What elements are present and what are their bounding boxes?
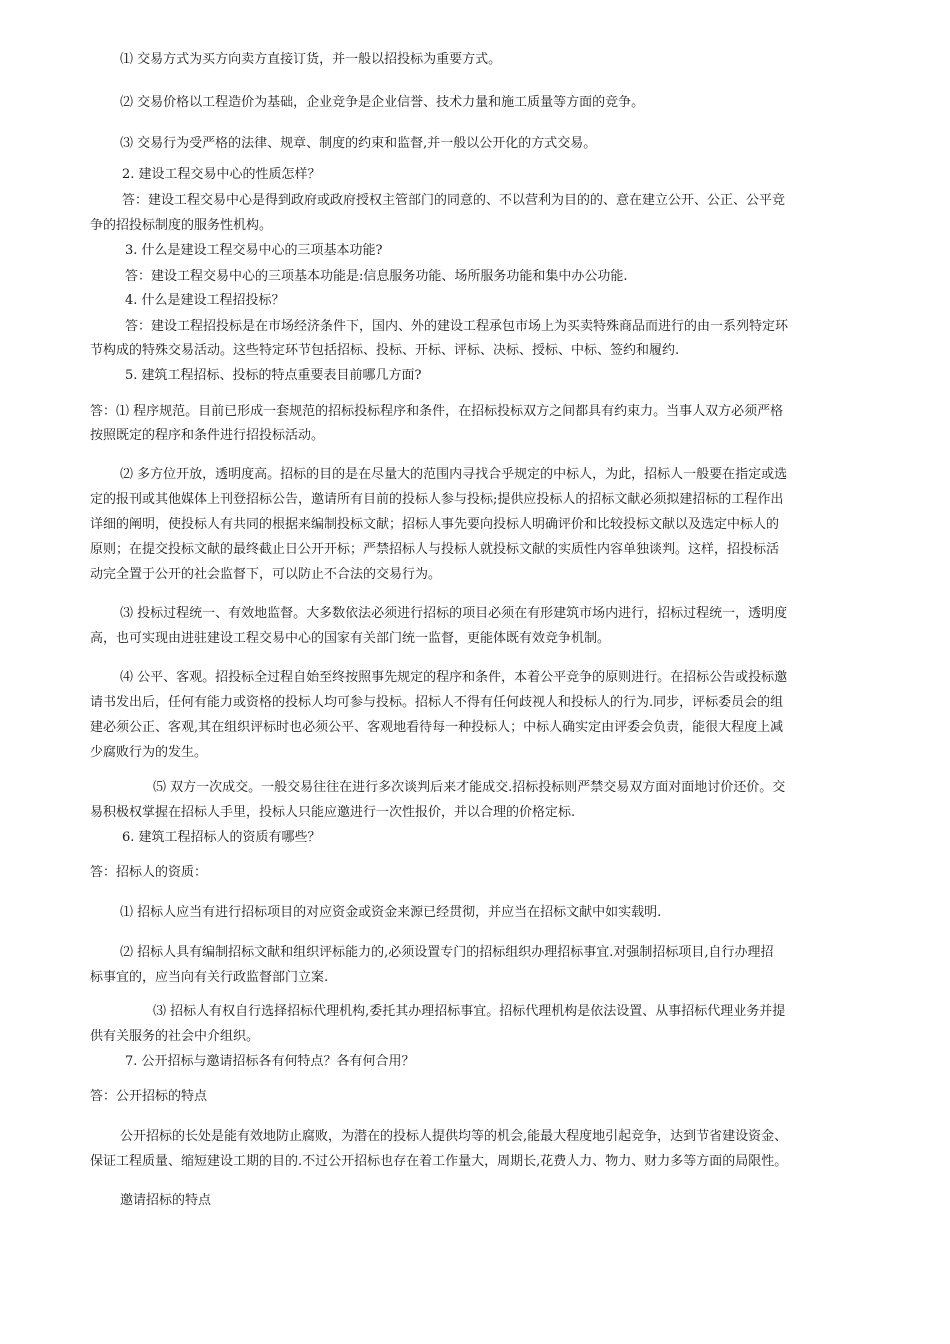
text-line: 请书发出后，任何有能力或资格的投标人均可参与投标。招标人不得有任何歧视人和投标人的行为.同步，评标委员会的组 [90,695,784,710]
text-line: 易积极权掌握在招标人手里，投标人只能应邀进行一次性报价，并以合理的价格定标. [90,805,576,820]
text-line: 标事宜的，应当向有关行政监督部门立案. [90,970,329,985]
text-line: 定的报刊或其他媒体上刊登招标公告，邀请所有目前的投标人参与投标;提供应投标人的招标文献必须拟建招标的工程作出 [90,492,784,507]
question-heading: 6. 建筑工程招标人的资质有哪些？ [122,830,321,845]
text-line: 少腐败行为的发生。 [90,745,208,760]
question-heading: 7. 公开招标与邀请招标各有何特点？各有何合用？ [125,1054,415,1069]
text-line: 建必须公正、客观,其在组织评标时也必须公平、客观地看待每一种投标人；中标人确实定由评委会负责，能很大程度上减 [90,720,784,735]
text-line: ⑶ 招标人有权自行选择招标代理机构,委托其办理招标事宜。招标代理机构是依法设置、从事招标代理业务并提 [153,1004,786,1019]
text-line: ⑴ 交易方式为买方向卖方直接订货，并一般以招投标为重要方式。 [120,52,502,67]
text-line: 按照既定的程序和条件进行招投标活动。 [90,428,325,443]
text-line: 动完全置于公开的社会监督下，可以防止不合法的交易行为。 [90,567,442,582]
question-heading: 4. 什么是建设工程招投标？ [125,293,285,308]
text-line: 原则；在提交投标文献的最终截止日公开开标；严禁招标人与投标人就投标文献的实质性内容单独谈判。这样，招投标活 [90,542,780,557]
question-heading: 5. 建筑工程招标、投标的特点重要表目前哪几方面? [125,368,422,383]
text-line: 争的招投标制度的服务性机构。 [90,218,273,233]
text-line: 答：⑴ 程序规范。目前已形成一套规范的招标投标程序和条件，在招标投标双方之间都具有约束力。当事人双方必须严格 [90,404,784,419]
text-line: 答：公开招标的特点 [90,1089,208,1104]
text-line: 公开招标的长处是能有效地防止腐败，为潜在的投标人提供均等的机会,能最大程度地引起竞争，达到节省建设资金、 [120,1129,788,1144]
question-heading: 3. 什么是建设工程交易中心的三项基本功能? [125,243,383,258]
text-line: ⑸ 双方一次成交。一般交易往往在进行多次谈判后来才能成交.招标投标则严禁交易双方面对面地讨价还价。交 [153,780,786,795]
question-heading: 2. 建设工程交易中心的性质怎样？ [122,167,321,182]
text-line: ⑶ 投标过程统一、有效地监督。大多数依法必须进行招标的项目必须在有形建筑市场内进行，招标过程统一，透明度 [120,606,788,621]
text-line: ⑵ 多方位开放，透明度高。招标的目的是在尽量大的范围内寻找合乎规定的中标人，为此，招标人一般要在指定或选 [120,467,788,482]
text-line: 详细的阐明，使投标人有共同的根据来编制投标文献；招标人事先要向投标人明确评价和比较投标文献以及选定中标人的 [90,517,780,532]
text-line: 答：招标人的资质： [90,865,208,880]
text-line: 高，也可实现由进驻建设工程交易中心的国家有关部门统一监督，更能体既有效竞争机制。 [90,631,611,646]
text-line: ⑵ 招标人具有编制招标文献和组织评标能力的,必须设置专门的招标组织办理招标事宜.对强制招标项目,自行办理招 [120,945,774,960]
text-line: 保证工程质量、缩短建设工期的目的.不过公开招标也存在着工作量大，周期长,花费人力、物力、财力多等方面的局限性。 [90,1154,788,1169]
text-line: 邀请招标的特点 [120,1193,212,1208]
text-line: 答：建设工程招投标是在市场经济条件下，国内、外的建设工程承包市场上为买卖特殊商品而进行的由一系列特定环 [125,319,789,334]
text-line: 供有关服务的社会中介组织。 [90,1029,260,1044]
text-line: 答：建设工程交易中心的三项基本功能是:信息服务功能、场所服务功能和集中办公功能. [125,269,628,284]
text-line: 节构成的特殊交易活动。这些特定环节包括招标、投标、开标、评标、决标、授标、中标、签约和履约. [90,343,680,358]
text-line: ⑶ 交易行为受严格的法律、规章、制度的约束和监督,并一般以公开化的方式交易。 [120,136,597,151]
text-line: ⑷ 公平、客观。招投标全过程自始至终按照事先规定的程序和条件，本着公平竞争的原则进行。在招标公告或投标邀 [120,670,788,685]
text-line: ⑴ 招标人应当有进行招标项目的对应资金或资金来源已经贯彻，并应当在招标文献中如实载明. [120,905,662,920]
text-line: 答：建设工程交易中心是得到政府或政府授权主管部门的同意的、不以营利为目的的、意在建立公开、公正、公平竞 [122,193,786,208]
text-line: ⑵ 交易价格以工程造价为基础，企业竞争是企业信誉、技术力量和施工质量等方面的竞争。 [120,95,645,110]
